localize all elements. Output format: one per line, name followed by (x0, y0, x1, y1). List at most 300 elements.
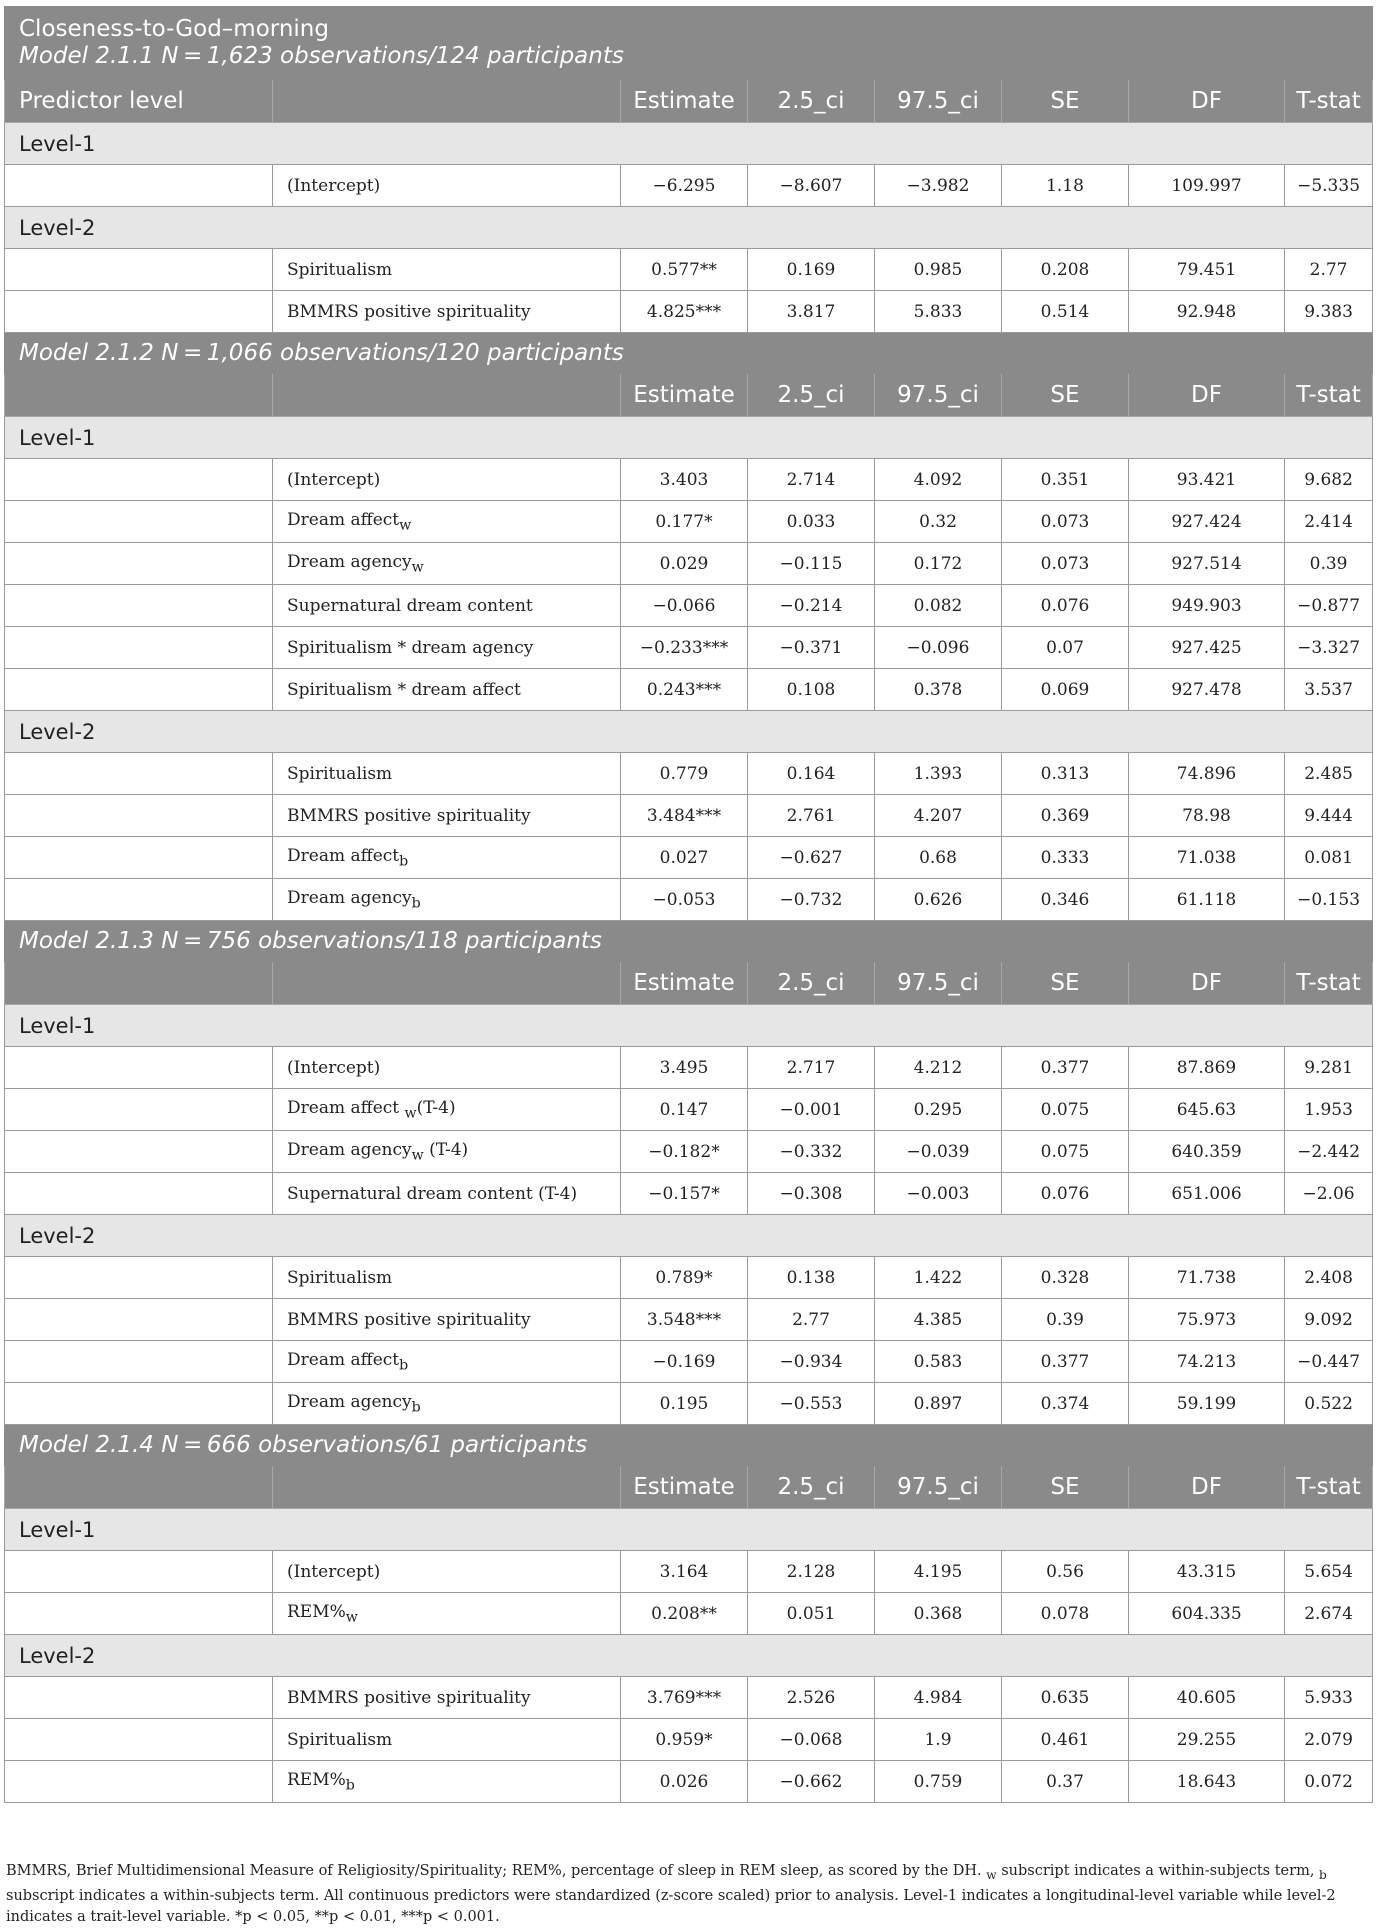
predictor-subscript: b (345, 1777, 355, 1794)
column-header: 97.5_ci (875, 1466, 1002, 1509)
predictor-name: (Intercept) (287, 1561, 381, 1582)
empty-cell (5, 291, 273, 333)
predictor-cell (273, 459, 621, 501)
predictor-name: Dream affect (287, 845, 400, 866)
value-cell: 2.414 (1285, 501, 1373, 543)
value-cell: −0.877 (1285, 585, 1373, 627)
significance-legend: *p < 0.05, **p < 0.01, ***p < 0.001. (235, 1908, 500, 1925)
value-cell: 5.933 (1285, 1677, 1373, 1719)
value-cell: 3.537 (1285, 669, 1373, 711)
predictor-subscript: b (399, 1357, 409, 1374)
value-cell: 0.051 (748, 1593, 875, 1635)
value-cell: −0.214 (748, 585, 875, 627)
predictor-cell (273, 1089, 621, 1131)
predictor-subscript: w (411, 1147, 424, 1164)
model-1-title: Model 2.1.1 N = 1,623 observations/124 participants (19, 43, 624, 69)
empty-cell (5, 1341, 273, 1383)
value-cell: 949.903 (1129, 585, 1285, 627)
value-cell: 0.56 (1002, 1551, 1129, 1593)
table-row (5, 753, 1373, 795)
value-cell: 0.985 (875, 249, 1002, 291)
predictor-name: REM% (287, 1601, 346, 1622)
predictor-cell (273, 1341, 621, 1383)
value-cell: 109.997 (1129, 165, 1285, 207)
value-cell: 0.583 (875, 1341, 1002, 1383)
value-cell: 0.033 (748, 501, 875, 543)
value-cell: −0.308 (748, 1173, 875, 1215)
value-cell: 0.377 (1002, 1341, 1129, 1383)
empty-cell (5, 1131, 273, 1173)
model-title-row (5, 1425, 1373, 1466)
table-row (5, 837, 1373, 879)
value-cell: −0.371 (748, 627, 875, 669)
value-cell: 4.195 (875, 1551, 1002, 1593)
empty-cell (5, 837, 273, 879)
value-cell: 92.948 (1129, 291, 1285, 333)
predictor-name: BMMRS positive spirituality (287, 1309, 531, 1330)
column-header-row (5, 962, 1373, 1005)
value-cell: 2.77 (1285, 249, 1373, 291)
value-cell: −0.153 (1285, 879, 1373, 921)
value-cell: 1.18 (1002, 165, 1129, 207)
value-cell: 0.313 (1002, 753, 1129, 795)
table-row (5, 1551, 1373, 1593)
value-cell: 0.081 (1285, 837, 1373, 879)
predictor-name: BMMRS positive spirituality (287, 805, 531, 826)
empty-cell (5, 1089, 273, 1131)
value-cell: 2.128 (748, 1551, 875, 1593)
value-cell: 0.073 (1002, 501, 1129, 543)
predictor-name: Dream agency (287, 1391, 412, 1412)
value-cell: −0.039 (875, 1131, 1002, 1173)
table-row (5, 1719, 1373, 1761)
column-header-row (5, 1466, 1373, 1509)
predictor-header (273, 1466, 621, 1509)
value-cell: 0.073 (1002, 543, 1129, 585)
value-cell: −0.553 (748, 1383, 875, 1425)
value-cell: 0.147 (621, 1089, 748, 1131)
model-title: Model 2.1.3 N = 756 observations/118 participants (5, 921, 1373, 962)
empty-cell (5, 1383, 273, 1425)
table-row (5, 1383, 1373, 1425)
footnote-text-1: BMMRS, Brief Multidimensional Measure of Religiosity/Spirituality; REM%, percentage of sleep in REM sleep, as scored by the DH. (6, 1863, 987, 1879)
predictor-header (273, 374, 621, 417)
value-cell: 0.082 (875, 585, 1002, 627)
table-row (5, 291, 1373, 333)
table-row (5, 1047, 1373, 1089)
empty-cell (5, 1299, 273, 1341)
predictor-suffix: (T-4) (423, 1139, 469, 1160)
level-label: Level-2 (5, 207, 1373, 249)
value-cell: 43.315 (1129, 1551, 1285, 1593)
table-row (5, 1089, 1373, 1131)
value-cell: −0.096 (875, 627, 1002, 669)
value-cell: −0.732 (748, 879, 875, 921)
predictor-level-header (5, 374, 273, 417)
value-cell: 2.717 (748, 1047, 875, 1089)
value-cell: 9.092 (1285, 1299, 1373, 1341)
predictor-name: BMMRS positive spirituality (287, 301, 531, 322)
value-cell: 4.092 (875, 459, 1002, 501)
table-row (5, 1173, 1373, 1215)
predictor-cell (273, 1299, 621, 1341)
column-header: Estimate (621, 374, 748, 417)
predictor-cell (273, 1257, 621, 1299)
value-cell: 29.255 (1129, 1719, 1285, 1761)
predictor-cell (273, 585, 621, 627)
column-header: DF (1129, 374, 1285, 417)
predictor-cell (273, 1719, 621, 1761)
value-cell: 0.164 (748, 753, 875, 795)
value-cell: 1.422 (875, 1257, 1002, 1299)
value-cell: −6.295 (621, 165, 748, 207)
table-title-cell (5, 7, 1373, 80)
value-cell: 0.076 (1002, 585, 1129, 627)
value-cell: 2.714 (748, 459, 875, 501)
predictor-cell (273, 1047, 621, 1089)
level-row (5, 1005, 1373, 1047)
value-cell: 9.682 (1285, 459, 1373, 501)
empty-cell (5, 795, 273, 837)
value-cell: −0.332 (748, 1131, 875, 1173)
value-cell: 0.07 (1002, 627, 1129, 669)
value-cell: 3.817 (748, 291, 875, 333)
value-cell: 71.038 (1129, 837, 1285, 879)
predictor-cell (273, 1593, 621, 1635)
value-cell: −0.627 (748, 837, 875, 879)
predictor-cell (273, 669, 621, 711)
predictor-subscript: b (399, 853, 409, 870)
value-cell: 0.169 (748, 249, 875, 291)
predictor-name: Dream affect (287, 1097, 405, 1118)
value-cell: 0.897 (875, 1383, 1002, 1425)
value-cell: 87.869 (1129, 1047, 1285, 1089)
value-cell: 2.674 (1285, 1593, 1373, 1635)
predictor-subscript: w (404, 1105, 417, 1122)
footnote-sub-b: b (1319, 1867, 1327, 1882)
predictor-subscript: b (411, 895, 421, 912)
predictor-cell (273, 501, 621, 543)
table-row (5, 1677, 1373, 1719)
predictor-name: Spiritualism (287, 1267, 393, 1288)
value-cell: 0.368 (875, 1593, 1002, 1635)
value-cell: 0.346 (1002, 879, 1129, 921)
column-header: SE (1002, 1466, 1129, 1509)
empty-cell (5, 249, 273, 291)
level-row (5, 1215, 1373, 1257)
predictor-cell (273, 543, 621, 585)
value-cell: 604.335 (1129, 1593, 1285, 1635)
predictor-level-header (5, 1466, 273, 1509)
value-cell: 3.548*** (621, 1299, 748, 1341)
predictor-name: REM% (287, 1769, 346, 1790)
value-cell: −0.115 (748, 543, 875, 585)
table-row (5, 627, 1373, 669)
column-header: 2.5_ci (748, 80, 875, 123)
value-cell: 0.208** (621, 1593, 748, 1635)
value-cell: 0.333 (1002, 837, 1129, 879)
empty-cell (5, 753, 273, 795)
predictor-name: (Intercept) (287, 469, 381, 490)
value-cell: 0.295 (875, 1089, 1002, 1131)
value-cell: 0.369 (1002, 795, 1129, 837)
value-cell: 0.177* (621, 501, 748, 543)
value-cell: 0.138 (748, 1257, 875, 1299)
predictor-cell (273, 1383, 621, 1425)
value-cell: −0.053 (621, 879, 748, 921)
predictor-cell (273, 1677, 621, 1719)
value-cell: −0.068 (748, 1719, 875, 1761)
value-cell: 0.626 (875, 879, 1002, 921)
column-header: Estimate (621, 80, 748, 123)
column-header: T-stat (1285, 1466, 1373, 1509)
value-cell: −2.06 (1285, 1173, 1373, 1215)
value-cell: −0.001 (748, 1089, 875, 1131)
value-cell: 40.605 (1129, 1677, 1285, 1719)
value-cell: 2.485 (1285, 753, 1373, 795)
column-header: 97.5_ci (875, 374, 1002, 417)
value-cell: 0.39 (1002, 1299, 1129, 1341)
value-cell: 4.385 (875, 1299, 1002, 1341)
empty-cell (5, 585, 273, 627)
value-cell: 78.98 (1129, 795, 1285, 837)
empty-cell (5, 501, 273, 543)
footnote-text-3: subscript indicates a within-subjects term. All continuous predictors were standardized (z-score scaled) prior to analysis. Level-1 indicates a longitudinal-level variable while level-2 indicates a trait-level variable. (6, 1887, 1336, 1925)
value-cell: 0.351 (1002, 459, 1129, 501)
model-title: Model 2.1.2 N = 1,066 observations/120 participants (5, 333, 1373, 374)
value-cell: 0.075 (1002, 1089, 1129, 1131)
predictor-level-header (5, 962, 273, 1005)
value-cell: 0.243*** (621, 669, 748, 711)
empty-cell (5, 1677, 273, 1719)
level-row (5, 711, 1373, 753)
value-cell: 927.424 (1129, 501, 1285, 543)
level-row (5, 207, 1373, 249)
value-cell: 71.738 (1129, 1257, 1285, 1299)
value-cell: −0.233*** (621, 627, 748, 669)
predictor-cell (273, 753, 621, 795)
value-cell: −5.335 (1285, 165, 1373, 207)
value-cell: −0.447 (1285, 1341, 1373, 1383)
predictor-name: Dream agency (287, 551, 412, 572)
empty-cell (5, 879, 273, 921)
predictor-cell (273, 837, 621, 879)
table-row (5, 249, 1373, 291)
table-row (5, 501, 1373, 543)
empty-cell (5, 1593, 273, 1635)
value-cell: 645.63 (1129, 1089, 1285, 1131)
predictor-cell (273, 1173, 621, 1215)
level-label: Level-1 (5, 417, 1373, 459)
value-cell: 0.208 (1002, 249, 1129, 291)
value-cell: 0.026 (621, 1761, 748, 1803)
column-header: SE (1002, 80, 1129, 123)
value-cell: −8.607 (748, 165, 875, 207)
table-row (5, 1761, 1373, 1803)
value-cell: 0.635 (1002, 1677, 1129, 1719)
value-cell: 5.833 (875, 291, 1002, 333)
predictor-cell (273, 291, 621, 333)
value-cell: 3.484*** (621, 795, 748, 837)
value-cell: 927.425 (1129, 627, 1285, 669)
predictor-suffix: (T-4) (416, 1097, 456, 1118)
value-cell: 0.68 (875, 837, 1002, 879)
table-row (5, 879, 1373, 921)
value-cell: 3.164 (621, 1551, 748, 1593)
level-label: Level-2 (5, 1215, 1373, 1257)
value-cell: −0.934 (748, 1341, 875, 1383)
table-row (5, 669, 1373, 711)
column-header: 2.5_ci (748, 374, 875, 417)
predictor-cell (273, 879, 621, 921)
value-cell: −0.157* (621, 1173, 748, 1215)
table-row (5, 165, 1373, 207)
table-row (5, 459, 1373, 501)
value-cell: 0.172 (875, 543, 1002, 585)
value-cell: 0.32 (875, 501, 1002, 543)
empty-cell (5, 1761, 273, 1803)
level-row (5, 1635, 1373, 1677)
value-cell: 0.072 (1285, 1761, 1373, 1803)
empty-cell (5, 459, 273, 501)
footnote-text-2: subscript indicates a within-subjects term, (996, 1863, 1320, 1879)
level-label: Level-1 (5, 1509, 1373, 1551)
level-row (5, 417, 1373, 459)
column-header: DF (1129, 962, 1285, 1005)
value-cell: −2.442 (1285, 1131, 1373, 1173)
results-table (4, 6, 1373, 1803)
value-cell: 75.973 (1129, 1299, 1285, 1341)
value-cell: 0.029 (621, 543, 748, 585)
column-header: 97.5_ci (875, 80, 1002, 123)
value-cell: 3.495 (621, 1047, 748, 1089)
value-cell: 9.383 (1285, 291, 1373, 333)
value-cell: 0.779 (621, 753, 748, 795)
predictor-name: Dream affect (287, 509, 400, 530)
predictor-header (273, 80, 621, 123)
predictor-subscript: w (399, 517, 412, 534)
value-cell: 1.9 (875, 1719, 1002, 1761)
value-cell: 0.328 (1002, 1257, 1129, 1299)
predictor-cell (273, 627, 621, 669)
value-cell: 9.281 (1285, 1047, 1373, 1089)
predictor-name: Supernatural dream content (T-4) (287, 1183, 578, 1204)
predictor-name: BMMRS positive spirituality (287, 1687, 531, 1708)
level-label: Level-2 (5, 711, 1373, 753)
value-cell: 0.959* (621, 1719, 748, 1761)
value-cell: 4.207 (875, 795, 1002, 837)
value-cell: 1.393 (875, 753, 1002, 795)
value-cell: 3.403 (621, 459, 748, 501)
column-header: T-stat (1285, 374, 1373, 417)
value-cell: 0.789* (621, 1257, 748, 1299)
empty-cell (5, 165, 273, 207)
column-header: T-stat (1285, 962, 1373, 1005)
predictor-cell (273, 249, 621, 291)
value-cell: 2.526 (748, 1677, 875, 1719)
predictor-name: Spiritualism (287, 259, 393, 280)
column-header: DF (1129, 80, 1285, 123)
value-cell: 4.825*** (621, 291, 748, 333)
predictor-subscript: b (411, 1399, 421, 1416)
level-label: Level-2 (5, 1635, 1373, 1677)
column-header: 97.5_ci (875, 962, 1002, 1005)
value-cell: 927.514 (1129, 543, 1285, 585)
column-header: Estimate (621, 962, 748, 1005)
empty-cell (5, 1257, 273, 1299)
table-row (5, 543, 1373, 585)
predictor-name: Spiritualism (287, 1729, 393, 1750)
predictor-name: Dream agency (287, 887, 412, 908)
value-cell: −0.003 (875, 1173, 1002, 1215)
value-cell: 0.461 (1002, 1719, 1129, 1761)
predictor-cell (273, 795, 621, 837)
value-cell: 93.421 (1129, 459, 1285, 501)
value-cell: 651.006 (1129, 1173, 1285, 1215)
level-label: Level-1 (5, 123, 1373, 165)
empty-cell (5, 669, 273, 711)
value-cell: 0.39 (1285, 543, 1373, 585)
value-cell: 640.359 (1129, 1131, 1285, 1173)
empty-cell (5, 1719, 273, 1761)
predictor-level-header: Predictor level (5, 80, 273, 123)
column-header-row (5, 80, 1373, 123)
table-footnote (6, 1861, 1366, 1928)
table-row (5, 1299, 1373, 1341)
value-cell: 0.075 (1002, 1131, 1129, 1173)
value-cell: 2.408 (1285, 1257, 1373, 1299)
empty-cell (5, 543, 273, 585)
predictor-cell (273, 1761, 621, 1803)
predictor-name: Spiritualism (287, 763, 393, 784)
table-row (5, 1593, 1373, 1635)
value-cell: 0.377 (1002, 1047, 1129, 1089)
value-cell: 927.478 (1129, 669, 1285, 711)
value-cell: 61.118 (1129, 879, 1285, 921)
predictor-name: (Intercept) (287, 175, 381, 196)
value-cell: 0.759 (875, 1761, 1002, 1803)
table-row (5, 1341, 1373, 1383)
value-cell: 2.761 (748, 795, 875, 837)
predictor-name: Dream agency (287, 1139, 412, 1160)
value-cell: −3.327 (1285, 627, 1373, 669)
predictor-cell (273, 165, 621, 207)
results-table-body (5, 7, 1373, 1803)
empty-cell (5, 1047, 273, 1089)
level-row (5, 1509, 1373, 1551)
model-title-row (5, 333, 1373, 374)
predictor-cell (273, 1551, 621, 1593)
column-header: SE (1002, 962, 1129, 1005)
column-header-row (5, 374, 1373, 417)
value-cell: 0.37 (1002, 1761, 1129, 1803)
value-cell: 0.078 (1002, 1593, 1129, 1635)
value-cell: 79.451 (1129, 249, 1285, 291)
column-header: T-stat (1285, 80, 1373, 123)
value-cell: 4.212 (875, 1047, 1002, 1089)
empty-cell (5, 1551, 273, 1593)
value-cell: 59.199 (1129, 1383, 1285, 1425)
predictor-name: Dream affect (287, 1349, 400, 1370)
predictor-subscript: w (345, 1609, 358, 1626)
predictor-header (273, 962, 621, 1005)
predictor-subscript: w (411, 559, 424, 576)
value-cell: 9.444 (1285, 795, 1373, 837)
model-title: Model 2.1.4 N = 666 observations/61 participants (5, 1425, 1373, 1466)
value-cell: 0.577** (621, 249, 748, 291)
column-header: Estimate (621, 1466, 748, 1509)
value-cell: 0.378 (875, 669, 1002, 711)
